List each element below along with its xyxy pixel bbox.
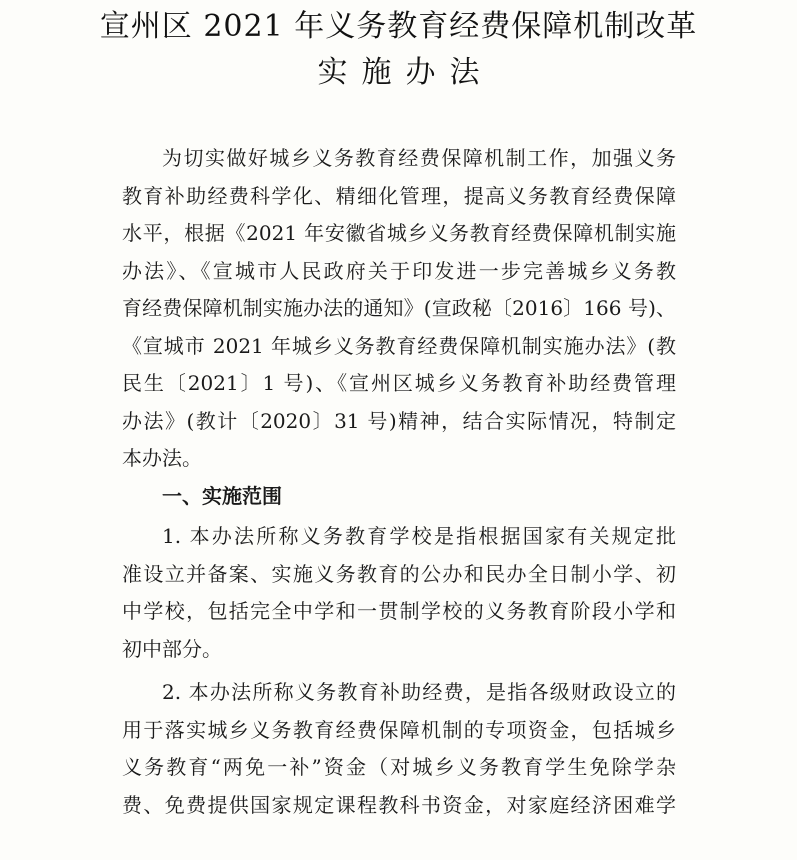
paragraph-line: 准设立并备案、实施义务教育的公办和民办全日制小学、初 bbox=[122, 561, 676, 586]
document-body bbox=[122, 140, 676, 824]
paragraph-line: 民生〔2021〕1 号)、《宣州区城乡义务教育补助经费管理 bbox=[122, 371, 676, 395]
paragraph-line: 本办法。 bbox=[122, 446, 202, 470]
paragraph-line: 用于落实城乡义务教育经费保障机制的专项资金，包括城乡 bbox=[122, 717, 676, 742]
document-title-line1: 宣州区 2021 年义务教育经费保障机制改革 bbox=[99, 9, 698, 44]
paragraph-line: 水平，根据《2021 年安徽省城乡义务教育经费保障机制实施 bbox=[122, 221, 676, 245]
paragraph-line: 育经费保障机制实施办法的通知》(宣政秘〔2016〕166 号)、 bbox=[122, 296, 676, 320]
paragraph-line: 办法》、《宣城市人民政府关于印发进一步完善城乡义务教 bbox=[122, 258, 676, 283]
paragraph-line: 教育补助经费科学化、精细化管理，提高义务教育经费保障 bbox=[122, 183, 676, 208]
item-2-paragraph bbox=[122, 674, 676, 824]
paragraph-line: 2. 本办法所称义务教育补助经费，是指各级财政设立的 bbox=[162, 680, 676, 704]
paragraph-line: 为切实做好城乡义务教育经费保障机制工作，加强义务 bbox=[162, 146, 676, 170]
paragraph-line: 办法》(教计〔2020〕31 号)精神，结合实际情况，特制定 bbox=[122, 408, 676, 433]
paragraph-line: 1. 本办法所称义务教育学校是指根据国家有关规定批 bbox=[162, 524, 676, 548]
paragraph-line: 义务教育“两免一补”资金（对城乡义务教育学生免除学杂 bbox=[122, 755, 676, 779]
paragraph-line: 《宣城市 2021 年城乡义务教育经费保障机制实施办法》(教 bbox=[122, 333, 676, 358]
section-heading: 一、实施范围 bbox=[162, 483, 282, 508]
paragraph-line: 中学校，包括完全中学和一贯制学校的义务教育阶段小学和 bbox=[122, 599, 676, 623]
paragraph-line: 初中部分。 bbox=[122, 636, 222, 661]
item-1-paragraph bbox=[122, 518, 676, 668]
paragraph-line: 费、免费提供国家规定课程教科书资金，对家庭经济困难学 bbox=[122, 792, 676, 817]
intro-paragraph bbox=[122, 140, 676, 478]
document-title-line2: 实施办法 bbox=[317, 55, 494, 90]
